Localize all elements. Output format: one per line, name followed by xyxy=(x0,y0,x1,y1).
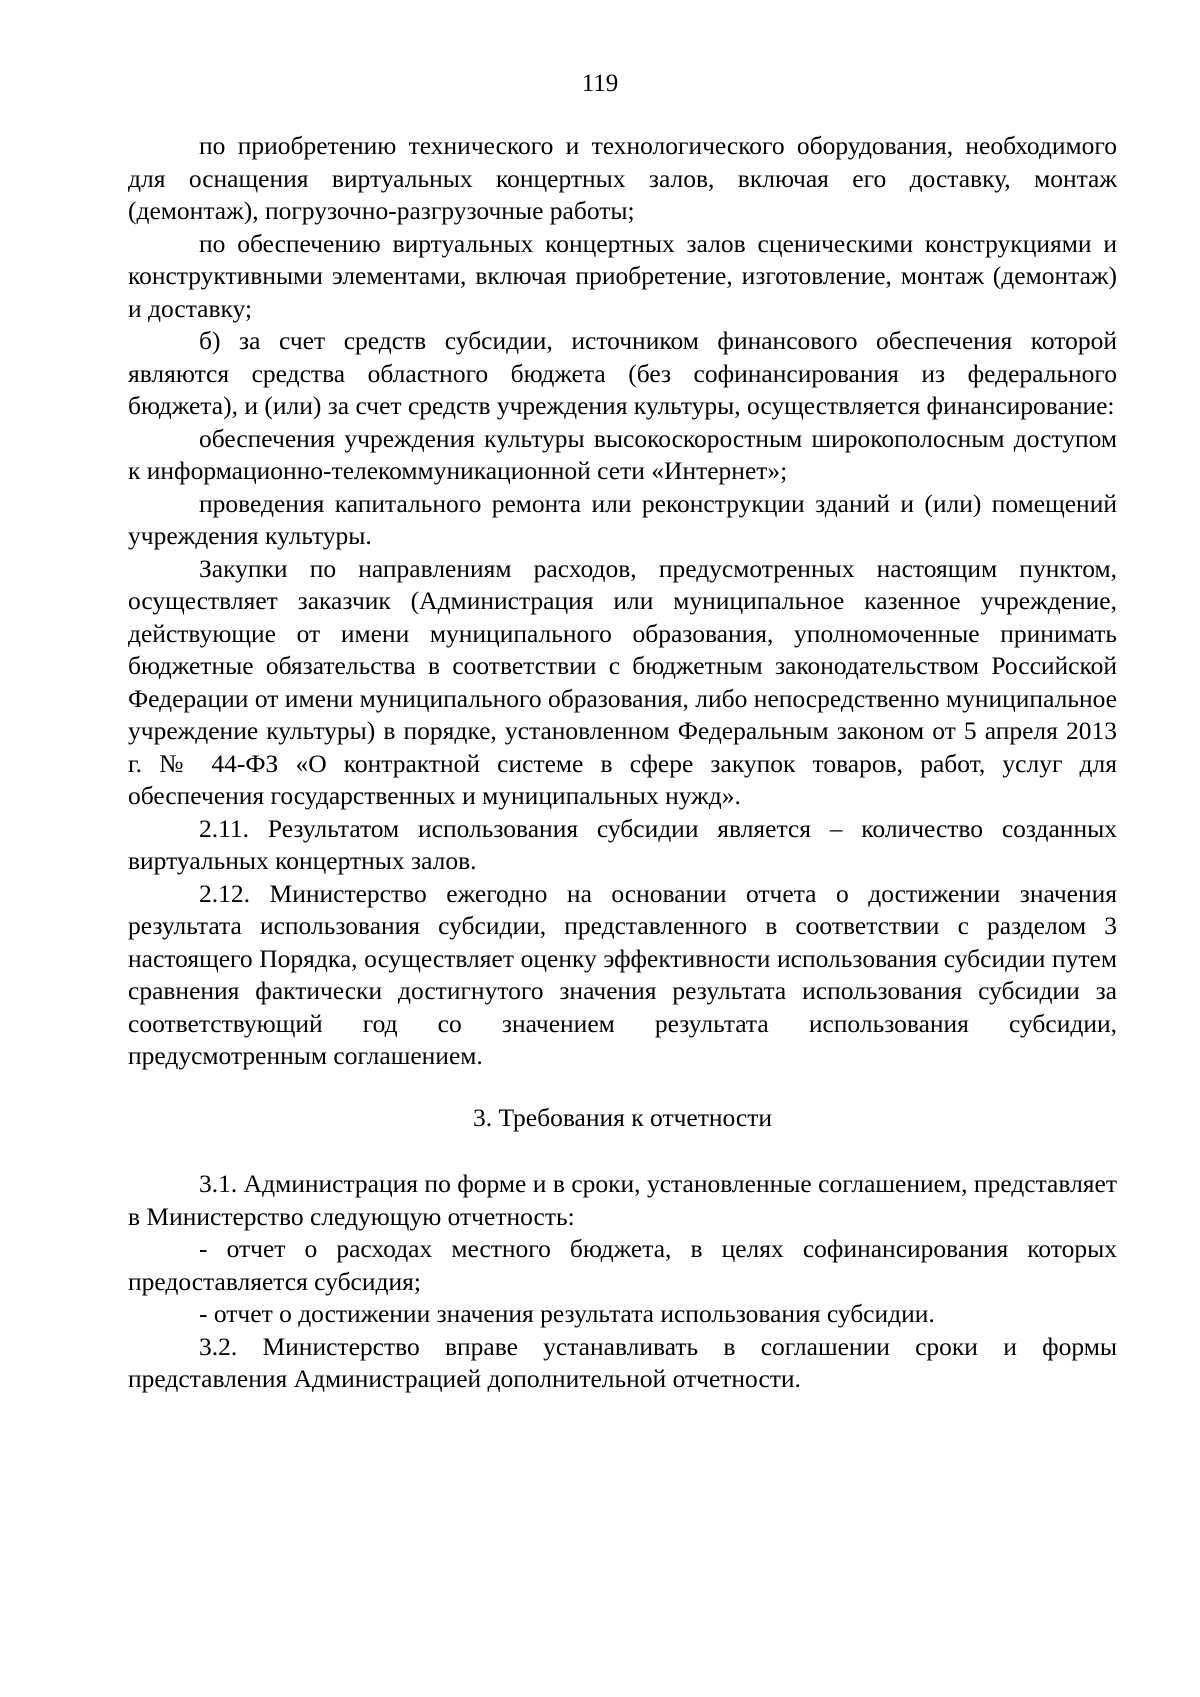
paragraph: - отчет о достижении значения результата использования субсидии. xyxy=(199,1299,935,1328)
paragraph: - отчет о расходах местного бюджета, в целях софинансирования которых предоставляется субсидия; xyxy=(128,1234,1117,1296)
paragraph: проведения капитального ремонта или реконструкции зданий и (или) помещений учреждения культуры. xyxy=(128,488,1117,550)
document-body xyxy=(128,130,1117,1396)
paragraph: 3.2. Министерство вправе устанавливать в соглашении сроки и формы представления Администрацией дополнительной отчетности. xyxy=(128,1331,1117,1393)
paragraph: по обеспечению виртуальных концертных залов сценическими конструкциями и конструктивными элементами, включая приобретение, изготовление, монтаж (демонтаж) и доставку; xyxy=(128,228,1117,323)
paragraph: 2.12. Министерство ежегодно на основании отчета о достижении значения результата использования субсидии, представленного в соответствии с разделом 3 настоящего Порядка, осуществляет оценку эффективности использования субсидии путем сравнения фактически достигнутого значения результата использования субсидии за соответствующий год со значением результата использования субсидии, предусмотренным соглашением. xyxy=(128,878,1117,1070)
paragraph: б) за счет средств субсидии, источником финансового обеспечения которой являются средства областного бюджета (без софинансирования из федерального бюджета), и (или) за счет средств учреждения культуры, осуществляется финансирование: xyxy=(128,326,1117,420)
paragraph: обеспечения учреждения культуры высокоскоростным широкополосным доступом к информационно-телекоммуникационной сети «Интернет»; xyxy=(128,423,1117,485)
page-number: 119 xyxy=(581,70,619,97)
paragraph: по приобретению технического и технологического оборудования, необходимого для оснащения виртуальных концертных залов, включая его доставку, монтаж (демонтаж), погрузочно-разгрузочные работы; xyxy=(128,131,1117,225)
paragraph: Закупки по направлениям расходов, предусмотренных настоящим пунктом, осуществляет заказчик (Администрация или муниципальное казенное учреждение, действующие от имени муниципального образования, уполномоченные принимать бюджетные обязательства в соответствии с бюджетным законодательством Российской Федерации от имени муниципального образования, либо непосредственно муниципальное учреждение культуры) в порядке, установленном Федеральным законом от 5 апреля 2013 г. № 44-ФЗ «О контрактной системе в сфере закупок товаров, работ, услуг для обеспечения государственных и муниципальных нужд». xyxy=(128,553,1117,810)
section-heading: 3. Требования к отчетности xyxy=(472,1102,773,1132)
paragraph: 3.1. Администрация по форме и в сроки, установленные соглашением, представляет в Министерство следующую отчетность: xyxy=(128,1169,1117,1231)
paragraph: 2.11. Результатом использования субсидии является – количество созданных виртуальных концертных залов. xyxy=(128,813,1117,875)
spacer xyxy=(128,1073,1117,1102)
spacer xyxy=(128,1134,1117,1168)
